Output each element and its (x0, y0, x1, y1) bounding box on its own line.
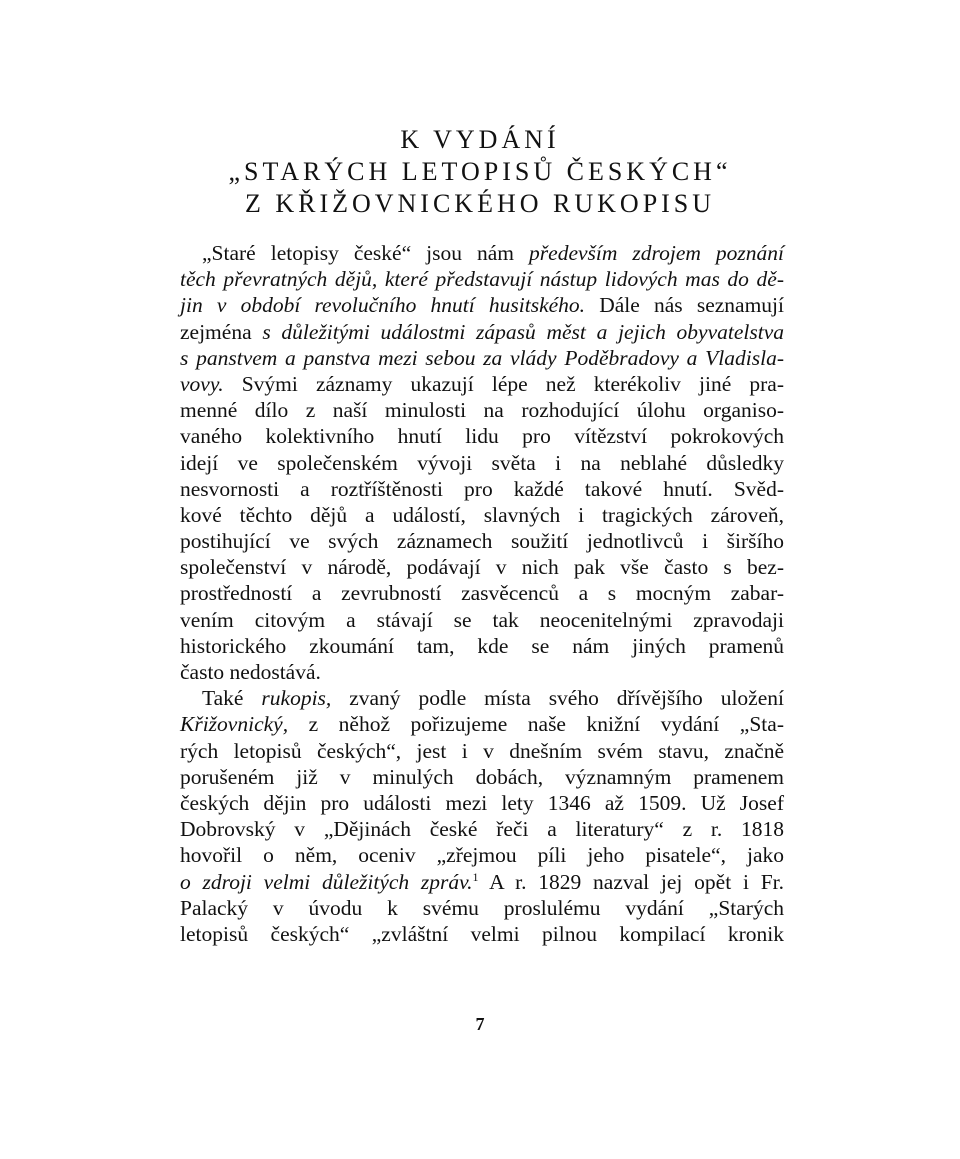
text-line: těch převratných dějů, které představují nástup lidových mas do dě- (180, 267, 784, 292)
text-line: vaného kolektivního hnutí lidu pro vítězství pokrokových (180, 424, 784, 449)
text-line: porušeném již v minulých dobách, významným pramenem (180, 764, 784, 789)
text-run: Svými záznamy ukazují lépe než kterékoliv jiné pra- (223, 371, 784, 396)
heading-line-2: „STARÝCH LETOPISŮ ČESKÝCH“ (228, 157, 732, 186)
text-line: prostředností a zevrubností zasvěcenců a s mocným zabar- (180, 581, 784, 606)
text-line: nesvornosti a roztříštěnosti pro každé takové hnutí. Svěd- (180, 476, 784, 501)
italic-run: vovy. (180, 371, 224, 396)
italic-run: především zdrojem poznání (529, 241, 784, 265)
italic-run: s důležitými událostmi zápasů měst a jejich obyvatelstva (262, 319, 784, 344)
italic-run: Křižovnický, (180, 712, 289, 737)
text-line (180, 711, 784, 737)
text-line: vením citovým a stávají se tak neocenitelnými zpravodaji (180, 607, 784, 632)
text-run: zejména (180, 319, 263, 344)
text-run: Dále nás seznamují (585, 293, 784, 318)
text-line: postihující ve svých záznamech soužití jednotlivců i širšího (180, 529, 784, 554)
text-line: menné dílo z naší minulosti na rozhodující úlohu organiso- (180, 398, 784, 423)
page-number: 7 (475, 1014, 485, 1034)
text-line (180, 292, 784, 318)
text-line (180, 869, 784, 895)
italic-run: o zdroji velmi důležitých zpráv. (180, 869, 473, 894)
paragraph-1 (180, 240, 784, 685)
text-line: často nedostává. (180, 660, 321, 684)
text-line (180, 371, 784, 397)
text-line (180, 685, 784, 711)
text-run: z něhož pořizujeme naše knižní vydání „Sta- (288, 712, 784, 737)
text-line: Dobrovský v „Dějinách české řeči a literatury“ z r. 1818 (180, 817, 784, 842)
text-run: A r. 1829 nazval jej opět i Fr. (478, 869, 784, 894)
text-line (180, 319, 784, 345)
text-line: Palacký v úvodu k svému proslulému vydání „Starých (180, 895, 784, 920)
text-line: rých letopisů českých“, jest i v dnešním svém stavu, značně (180, 738, 784, 763)
paragraph-2 (180, 685, 784, 947)
text-line: kové těchto dějů a událostí, slavných i tragických zároveň, (180, 502, 784, 527)
text-run: „Staré letopisy české“ jsou nám (202, 241, 530, 265)
text-line: s panstvem a panstva mezi sebou za vlády Poděbradovy a Vladisla- (180, 345, 784, 370)
text-line: českých dějin pro události mezi lety 1346 až 1509. Už Josef (180, 790, 784, 815)
text-run: Také (202, 686, 262, 711)
text-line (180, 240, 784, 266)
italic-run: rukopis, (261, 686, 332, 711)
text-line: hovořil o něm, oceniv „zřejmou píli jeho pisatele“, jako (180, 843, 784, 868)
footnote-marker: 1 (472, 869, 479, 884)
heading-line-1: K VYDÁNÍ (400, 125, 560, 154)
text-line: společenství v národě, podávají v nich pak vše často s bez- (180, 555, 784, 580)
heading-line-3: Z KŘIŽOVNICKÉHO RUKOPISU (244, 189, 716, 218)
italic-run: jin v období revolučního hnutí husitského. (180, 293, 586, 318)
text-line: idejí ve společenském vývoji světa i na neblahé důsledky (180, 450, 784, 475)
text-line: historického zkoumání tam, kde se nám jiných pramenů (180, 633, 784, 658)
body-text (180, 240, 784, 947)
text-line: letopisů českých“ „zvláštní velmi pilnou kompilací kronik (180, 921, 784, 946)
chapter-heading (150, 124, 810, 220)
text-run: zvaný podle místa svého dřívějšího uložení (331, 686, 784, 711)
